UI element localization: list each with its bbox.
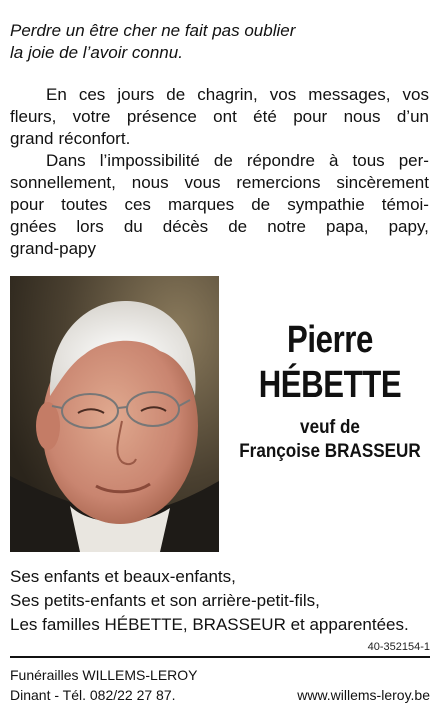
word: marques [168,195,235,214]
word: de [251,195,271,214]
word: ont [213,107,237,126]
first-name: Pierre [287,319,373,361]
divider [10,656,430,658]
word: tous [352,151,385,170]
text-line [10,128,429,150]
word: sonnellement, [10,173,116,192]
word: présence [126,107,197,126]
reference-number: 40-352154-1 [367,641,430,653]
word: témoi- [381,195,429,214]
address-phone: Dinant - Tél. 082/22 27 87. [10,687,176,703]
funeral-company: Funérailles WILLEMS-LEROY [10,667,198,683]
text-line [10,216,429,238]
website-link[interactable]: www.willems-leroy.be [297,687,430,703]
word: nous [131,173,169,192]
word: de [213,151,233,170]
quote-line: Perdre un être cher ne fait pas oublier [10,21,296,40]
last-name: HÉBETTE [258,364,402,406]
text-line [10,84,429,106]
word: pour [293,107,328,126]
word: de [166,85,186,104]
text-line [10,150,429,172]
word: jours [117,85,155,104]
deceased-name-block [226,318,434,464]
text-line [10,106,429,128]
quote-line: la joie de l’avoir connu. [10,43,183,62]
word: ces [124,195,151,214]
family-line: Ses petits-enfants et son arrière-petit-fils, [10,591,320,610]
family-line: Ses enfants et beaux-enfants, [10,567,236,586]
word: été [253,107,277,126]
word: sympathie [287,195,365,214]
word: chagrin, [197,85,258,104]
word: toutes [61,195,108,214]
word: gnées [10,217,57,236]
word: d’un [396,107,429,126]
word: messages, [308,85,391,104]
family-list [10,565,430,637]
text-line [10,194,429,216]
word: vos [402,85,429,104]
word: sincèrement [336,173,429,192]
word: grand-papy [10,239,97,258]
text-line [10,172,429,194]
word: décès [162,217,209,236]
word: réconfort. [58,129,131,148]
word: vos [269,85,297,104]
word: notre [267,217,306,236]
word: pour [10,195,45,214]
word: lors [76,217,104,236]
word: répondre [246,151,315,170]
thanks-paragraph [10,84,429,150]
word: nous [343,107,381,126]
word: fleurs, [10,107,57,126]
word: papa, [325,217,369,236]
family-line: Les familles HÉBETTE, BRASSEUR et apparentées. [10,615,409,634]
thanks-paragraph-2 [10,150,429,260]
portrait-photo [10,276,219,552]
word: votre [72,107,111,126]
spouse-name: Françoise BRASSEUR [239,441,421,462]
word: l’impossibilité [99,151,200,170]
word: du [123,217,143,236]
word: de [228,217,248,236]
widower-label: veuf de [300,417,360,438]
word: per- [398,151,429,170]
word: papy, [388,217,429,236]
word: ces [78,85,106,104]
word: vous [184,173,221,192]
opening-quote [10,20,430,64]
text-line [10,238,429,260]
word: à [329,151,339,170]
footer [10,666,430,704]
word: En [46,85,67,104]
word: grand [10,129,54,148]
word: remercions [236,173,321,192]
word: Dans [46,151,86,170]
